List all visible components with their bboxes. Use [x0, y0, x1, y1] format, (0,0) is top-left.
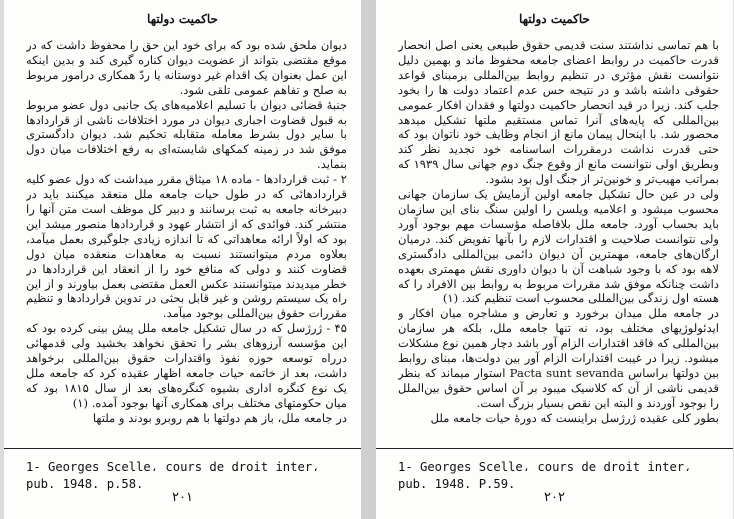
footnote-divider: [376, 448, 733, 449]
paragraph: جنبهٔ قضائی دیوان با تسلیم اعلامیه‌های یک جانبی دول عضو مربوط به قبول قضاوت اجباری دیوان در مورد اختلافات ناشی از قراردادها با سایر دول بشرط معامله متقابله تحکیم شد. دیوان دادگستری موفق شد در زمینه کمکهای شایسته‌ای به رفع اختلافات میان دول بنماید.: [26, 97, 347, 172]
paragraph: ۲ - ثبت قراردادها - ماده ۱۸ میثاق مقرر میداشت که دول عضو کلیه قراردادهائی که در طول حیات جامعه ملل منعقد میکنند باید در دبیرخانه جامعه به ثبت برسانند و دبیر کل موظف است متن آنها را منتشر کند. فوائدی که از انتشار عهود و قراردادها منصور میشد این بود که اولاً ارائه معاهداتی که تا اندازه زیادی جلوگیری بعمل میآمد، بعلاوه مردم میتوانستند نسبت به معاهدات منعقده میان دول قضاوت کنند و دولی که منافع خود را از انعقاد این قراردادها در خطر میدیدند میتوانستند عکس العمل مقتضی بعمل بیاورند و از این راه یک سیستم روشن و غیر قابل بحثی در تدوین قراردادها و تنظیم مقررات حقوق بین‌المللی بوجود میآمد.: [26, 172, 347, 321]
paragraph: ولی در عین حال تشکیل جامعه اولین آزمایش یک سازمان جهانی محسوب میشود و اعلامیه ویلسن را اولین سنگ بنای این سازمان باید بحساب آورد. جامعه ملل بلافاصله مؤسسات مهم بوجود آورد ولی نتوانست صلاحیت و اقتدارات لازم را بآنها تفویض کند. درمیان ارگان‌های جامعه، مهمترین آن دیوان دائمی بین‌المللی دادگستری لاهه بود که با وجود شباهت آن با دیوان داوری نقش مهمتری بعهده داشت چنانکه موفق شد مقررات مربوط به روابط بین الافراد را که هسته اول زندگی بین‌المللی محسوب است تنظیم کند. (۱): [398, 187, 719, 306]
left-page-body: [26, 38, 347, 426]
footnote-divider: [4, 448, 361, 449]
page-number: ۲۰۲: [544, 490, 565, 505]
paragraph: در جامعه ملل، باز هم دولتها با هم روبرو بودند و ملتها: [92, 410, 347, 425]
running-head: حاکمیت دولتها: [147, 12, 218, 26]
footnote: 1- Georges Scelle، cours de droit inter، pub. 1948. p.58.: [26, 460, 320, 491]
page-number: ۲۰۱: [172, 490, 193, 505]
right-page: [376, 0, 733, 519]
paragraph: بطور کلی عقیده ژرژسل براینست که دورهٔ حیات جامعه ملل: [430, 410, 719, 425]
right-page-body: [398, 38, 719, 426]
footnote: 1- Georges Scelle، cours de droit inter، pub. 1948. P.59.: [398, 460, 692, 491]
running-head: حاکمیت دولتها: [519, 12, 590, 26]
paragraph: دیوان ملحق شده بود که برای خود این حق را محفوظ داشت که در موقع مقتضی بتواند از عضویت دیوان کناره گیری کند و بدین اینکه این عمل بعنوان یک اقدام غیر دوستانه یا ردّ همکاری درامور مربوط به صلح و تفاهم عمومی تلقی شود.: [26, 38, 347, 97]
paragraph: ۴۵ - ژرژسل که در سال تشکیل جامعه ملل پیش بینی کرده بود که این مؤسسه آرزوهای بشر را تحقق نخواهد بخشید ولی قدمهائی درراه توسعه حوزه نفوذ واقتدارات حقوق بین‌المللی برخواهد داشت، بعد از خاتمه حیات جامعه اظهار عقیده کرد که جامعه ملل یک نوع کنگره اداری بشیوه کنگره‌های بعد از سال ۱۸۱۵ بود که میان حکومتهای مختلف برای همکاری آنها بوجود آمده. (۱): [26, 321, 347, 410]
left-page: [4, 0, 361, 519]
book-gutter: [361, 0, 376, 519]
paragraph: در جامعه ملل میدان برخورد و تعارض و مشاجره میان افکار و ایدئولوژیهای مختلف بود، نه تنها جامعه ملل، بلکه هر سازمان بین‌المللی که فاقد اقتدارات الزام آور باشد دچار همین نوع مشکلات میشود. زیرا در غیبت اقتدارات الزام آور بین دولت‌ها، مبنای روابط بین دولتها براساس Pacta sunt sevanda استوار میماند که بنظر قدیمی ناشی از آن که کلاسیک میبود بر آن اساس حقوق بین‌الملل را بوجود آوردند و البته این نقص بسیار بزرگ است.: [398, 306, 719, 410]
paragraph: با هم تماسی نداشتند سنت قدیمی حقوق طبیعی یعنی اصل انحصار قدرت حاکمیت در روابط اعضای جامعه محفوظ ماند و بهمین دلیل نتوانست نقش مؤثری در تنظیم روابط بین‌المللی برمبنای قواعد حقوقی داشته باشد و در نتیجه حس عدم اعتماد دولت ها را بخود جلب کند. زیرا در قید انحصار حاکمیت دولتها و فقدان افکار عمومی بین‌المللی که پایه‌های آنرا تماس مستقیم ملتها تشکیل میدهد محصور شد. با اینحال پیمان مانع از انجام وظایف خود ناتوان بود که حتی قدرت نداشت درمقررات اساسنامه خود تجدید نظر کند وبطریق اولی نتوانست مانع از وقوع جنگ دوم جهانی سال ۱۹۳۹ که بمراتب مهیب‌تر و خونین‌تر از جنگ اول بود بشود.: [398, 38, 719, 187]
